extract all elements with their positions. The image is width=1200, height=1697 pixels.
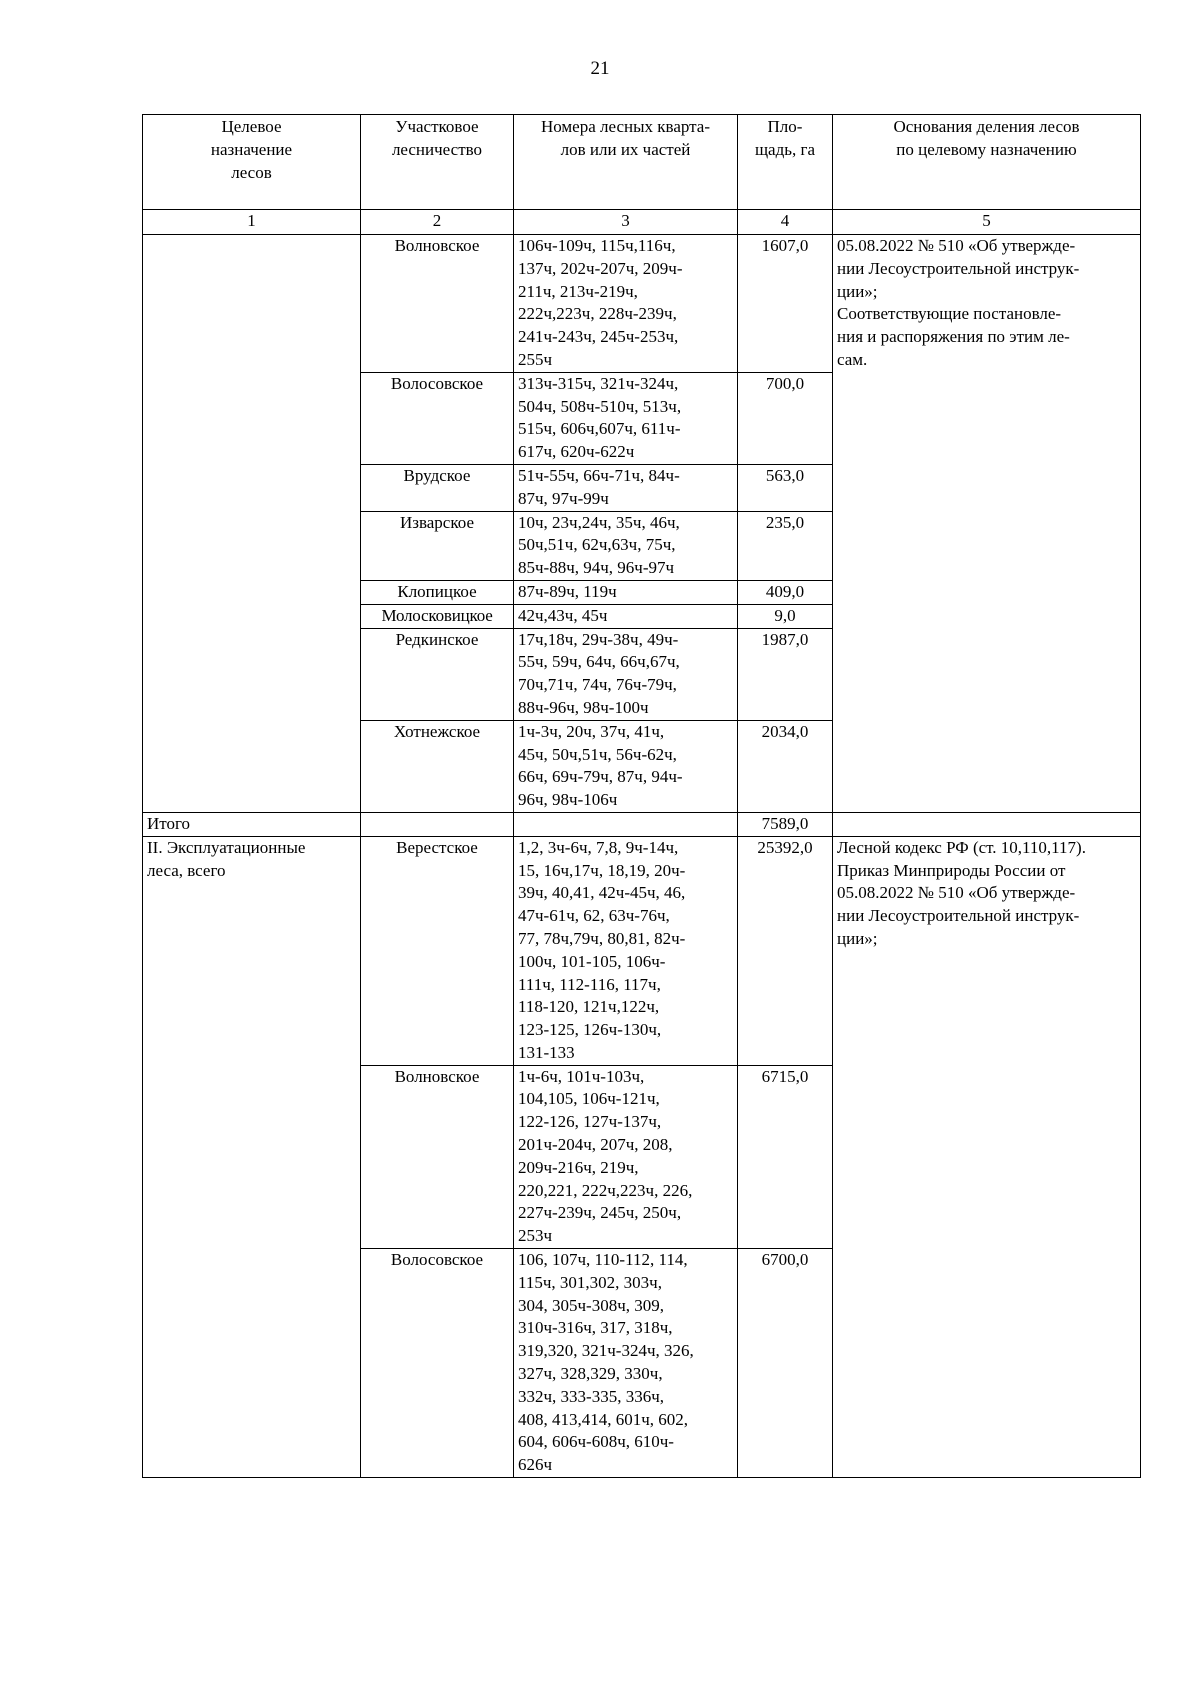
column-number-row [143, 210, 1141, 235]
forestry-name: Изварское [361, 511, 514, 580]
area-value: 700,0 [738, 372, 833, 464]
basis-text: 05.08.2022 № 510 «Об утвержде- нии Лесоустроительной инструк- ции»; Соответствующие постановле- ния и распоряжения по этим ле- сам. [833, 235, 1141, 813]
column-number: 4 [738, 210, 833, 235]
header-forestry: Участковое лесничество [361, 115, 514, 210]
area-value: 563,0 [738, 464, 833, 511]
page-number: 21 [590, 58, 610, 79]
quarter-numbers: 10ч, 23ч,24ч, 35ч, 46ч, 50ч,51ч, 62ч,63ч, 75ч, 85ч-88ч, 94ч, 96ч-97ч [514, 511, 738, 580]
area-value: 409,0 [738, 580, 833, 604]
quarter-numbers: 42ч,43ч, 45ч [514, 604, 738, 628]
forestry-name: Волосовское [361, 1249, 514, 1478]
header-area: Пло- щадь, га [738, 115, 833, 210]
column-number: 1 [143, 210, 361, 235]
quarter-numbers: 51ч-55ч, 66ч-71ч, 84ч- 87ч, 97ч-99ч [514, 464, 738, 511]
total-forestry-empty [361, 812, 514, 836]
header-purpose: Целевое назначение лесов [143, 115, 361, 210]
total-row [143, 812, 1141, 836]
header-quarters: Номера лесных кварта- лов или их частей [514, 115, 738, 210]
total-area: 7589,0 [738, 812, 833, 836]
area-value: 235,0 [738, 511, 833, 580]
area-value: 6700,0 [738, 1249, 833, 1478]
area-value: 6715,0 [738, 1065, 833, 1248]
total-quarters-empty [514, 812, 738, 836]
quarter-numbers: 313ч-315ч, 321ч-324ч, 504ч, 508ч-510ч, 513ч, 515ч, 606ч,607ч, 611ч- 617ч, 620ч-622ч [514, 372, 738, 464]
forestry-name: Волосовское [361, 372, 514, 464]
quarter-numbers: 87ч-89ч, 119ч [514, 580, 738, 604]
table-header-row [143, 115, 1141, 210]
total-label: Итого [143, 812, 361, 836]
forestry-name: Редкинское [361, 628, 514, 720]
quarter-numbers: 1ч-3ч, 20ч, 37ч, 41ч, 45ч, 50ч,51ч, 56ч-62ч, 66ч, 69ч-79ч, 87ч, 94ч- 96ч, 98ч-106ч [514, 720, 738, 812]
area-value: 2034,0 [738, 720, 833, 812]
area-value: 9,0 [738, 604, 833, 628]
forestry-name: Волновское [361, 235, 514, 373]
column-number: 2 [361, 210, 514, 235]
quarter-numbers: 1,2, 3ч-6ч, 7,8, 9ч-14ч, 15, 16ч,17ч, 18,19, 20ч- 39ч, 40,41, 42ч-45ч, 46, 47ч-61ч, 62, 63ч-76ч, 77, 78ч,79ч, 80,81, 82ч- 100ч, 101-105, 106ч- 111ч, 112-116, 117ч, 118-120, 121ч,122ч, 123-125, 126ч-130ч, 131-133 [514, 836, 738, 1065]
forestry-name: Волновское [361, 1065, 514, 1248]
area-value: 1607,0 [738, 235, 833, 373]
forest-purpose-table [142, 114, 1141, 1478]
quarter-numbers: 17ч,18ч, 29ч-38ч, 49ч- 55ч, 59ч, 64ч, 66ч,67ч, 70ч,71ч, 74ч, 76ч-79ч, 88ч-96ч, 98ч-100ч [514, 628, 738, 720]
column-number: 3 [514, 210, 738, 235]
forestry-name: Врудское [361, 464, 514, 511]
forestry-name: Хотнежское [361, 720, 514, 812]
table-row [143, 836, 1141, 1065]
forestry-name: Молосковицкое [361, 604, 514, 628]
quarter-numbers: 106ч-109ч, 115ч,116ч, 137ч, 202ч-207ч, 209ч- 211ч, 213ч-219ч, 222ч,223ч, 228ч-239ч, 241ч-243ч, 245ч-253ч, 255ч [514, 235, 738, 373]
forestry-name: Клопицкое [361, 580, 514, 604]
quarter-numbers: 1ч-6ч, 101ч-103ч, 104,105, 106ч-121ч, 122-126, 127ч-137ч, 201ч-204ч, 207ч, 208, 209ч-216ч, 219ч, 220,221, 222ч,223ч, 226, 227ч-239ч, 245ч, 250ч, 253ч [514, 1065, 738, 1248]
area-value: 25392,0 [738, 836, 833, 1065]
basis-text: Лесной кодекс РФ (ст. 10,110,117). Приказ Минприроды России от 05.08.2022 № 510 «Об утвержде- нии Лесоустроительной инструк- ции»; [833, 836, 1141, 1477]
table-row [143, 235, 1141, 373]
total-basis-empty [833, 812, 1141, 836]
purpose-label: II. Эксплуатационные леса, всего [143, 836, 361, 1477]
forestry-name: Верестское [361, 836, 514, 1065]
purpose-cell-empty [143, 235, 361, 813]
header-basis: Основания деления лесов по целевому назначению [833, 115, 1141, 210]
column-number: 5 [833, 210, 1141, 235]
area-value: 1987,0 [738, 628, 833, 720]
quarter-numbers: 106, 107ч, 110-112, 114, 115ч, 301,302, 303ч, 304, 305ч-308ч, 309, 310ч-316ч, 317, 318ч, 319,320, 321ч-324ч, 326, 327ч, 328,329, 330ч, 332ч, 333-335, 336ч, 408, 413,414, 601ч, 602, 604, 606ч-608ч, 610ч- 626ч [514, 1249, 738, 1478]
